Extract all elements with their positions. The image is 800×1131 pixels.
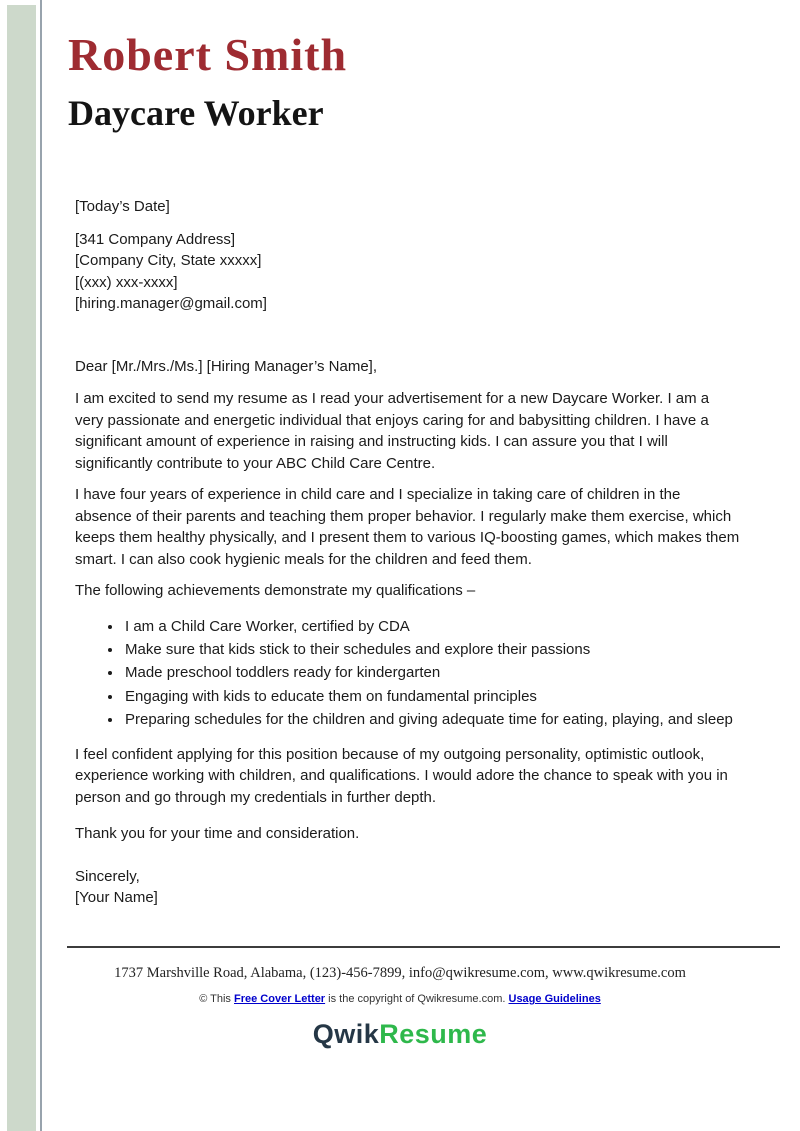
- list-item: • Made preschool toddlers ready for kindergarten: [123, 662, 741, 684]
- thank-you-line: Thank you for your time and consideration.: [75, 825, 360, 843]
- paragraph-closing: I feel confident applying for this position because of my outgoing personality, optimistic outlook, experience working with children, and qualifications. I would adore the chance to speak with you in person and go through my credentials in further depth.: [75, 745, 728, 806]
- qualifications-intro: The following achievements demonstrate my qualifications –: [75, 582, 476, 599]
- list-item: • I am a Child Care Worker, certified by CDA: [123, 616, 741, 638]
- copyright-text: is the copyright of Qwikresume.com.: [325, 993, 509, 1005]
- address-line: [Company City, State xxxxx]: [75, 252, 262, 269]
- paragraph-experience: I have four years of experience in child care and I specialize in taking care of children in the absence of their parents and teaching them proper behavior. I regularly make them exercise, which keeps them healthy physically, and I present them to various IQ-boosting games, which makes them smart. I can also cook hygienic meals for the children and feed them.: [75, 486, 740, 568]
- address-line: [(xxx) xxx-xxxx]: [75, 273, 178, 291]
- paragraph-intro: I am excited to send my resume as I read your advertisement for a new Daycare Worker. I am a very passionate and energetic individual that enjoys caring for and babysitting children. I have a significant amount of experience in raising and instructing kids. I can assure you that I will significantly contribute to your ABC Child Care Centre.: [75, 390, 710, 472]
- recipient-address-block: [75, 229, 741, 315]
- footer-divider: [67, 946, 780, 948]
- list-item: • Make sure that kids stick to their schedules and explore their passions: [123, 639, 741, 661]
- date-placeholder: [Today’s Date]: [75, 198, 170, 215]
- signoff-block: [75, 866, 741, 909]
- signoff: Sincerely,: [75, 867, 140, 885]
- salutation: Dear [Mr./Mrs./Ms.] [Hiring Manager’s Name],: [75, 357, 378, 375]
- logo-resume-text: Resume: [379, 1019, 488, 1049]
- address-line: [341 Company Address]: [75, 230, 236, 248]
- free-cover-letter-link[interactable]: Free Cover Letter: [234, 993, 326, 1005]
- candidate-name: Robert Smith: [68, 29, 348, 80]
- qwikresume-logo[interactable]: [313, 1019, 488, 1050]
- list-item: • Preparing schedules for the children and giving adequate time for eating, playing, and sleep: [123, 709, 741, 731]
- achievements-list: [75, 616, 741, 732]
- letter-content: [68, 0, 741, 909]
- footer-contact-line: 1737 Marshville Road, Alabama, (123)-456-7899, info@qwikresume.com, www.qwikresume.com: [114, 965, 686, 981]
- copyright-text: © This: [199, 993, 234, 1005]
- footer-copyright: [0, 993, 800, 1005]
- job-title: Daycare Worker: [68, 93, 324, 133]
- page-footer: [0, 946, 800, 1050]
- address-line: [hiring.manager@gmail.com]: [75, 295, 267, 312]
- logo-qwik-text: Qwik: [312, 1019, 380, 1049]
- usage-guidelines-link[interactable]: Usage Guidelines: [508, 993, 601, 1005]
- list-item: • Engaging with kids to educate them on fundamental principles: [123, 686, 741, 708]
- signature-placeholder: [Your Name]: [75, 889, 158, 907]
